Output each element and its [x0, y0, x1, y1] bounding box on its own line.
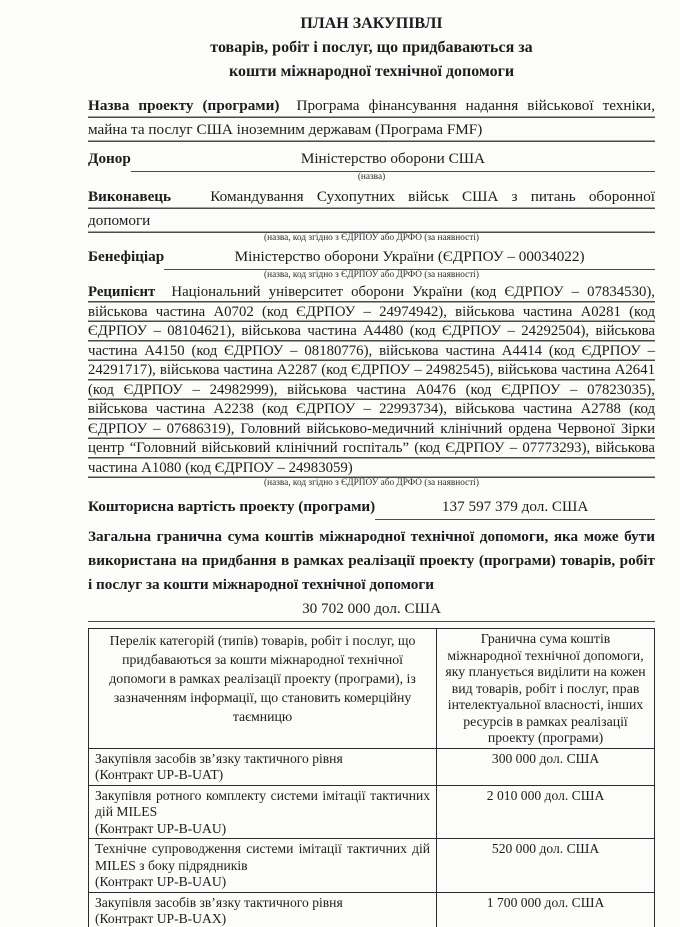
- title-line-3: кошти міжнародної технічної допомоги: [228, 63, 515, 80]
- row-3-description: Технічне супроводження системи імітації тактичних дій MILES з боку підрядників: [95, 841, 431, 873]
- row-3-amount: 520 000 дол. США: [437, 839, 655, 893]
- table-header-row: [89, 629, 655, 749]
- row-1-contract: (Контракт UP-B-UAT): [95, 767, 224, 782]
- title-line-2: товарів, робіт і послуг, що придбаваються за: [210, 39, 533, 56]
- field-estimated-cost-value: 137 597 379 дол. США: [375, 495, 655, 520]
- table-header-items: Перелік категорій (типів) товарів, робіт і послуг, що придбаваються за кошти міжнародної технічної допомоги в рамках реалізації проекту (програми), із зазначенням інформації, що становить комерційну таємницю: [89, 629, 437, 749]
- field-estimated-cost-label: Кошторисна вартість проекту (програми): [88, 498, 376, 515]
- field-donor-value: Міністерство оборони США: [131, 147, 655, 172]
- field-recipient-caption: (назва, код згідно з ЄДРПОУ або ДРФО (за наявності): [264, 478, 479, 488]
- field-project-name-value: Програма фінансування надання військової техніки, майна та послуг США іноземним державам (Програма FMF): [88, 97, 655, 138]
- row-3-contract: (Контракт UP-B-UAU): [95, 874, 227, 889]
- row-2-amount: 2 010 000 дол. США: [437, 785, 655, 839]
- field-donor-label: Донор: [88, 150, 131, 167]
- field-donor-caption: (назва): [357, 172, 386, 182]
- document-title: [88, 12, 655, 84]
- total-limit-value-line: [88, 597, 655, 622]
- field-beneficiary-value: Міністерство оборони України (ЄДРПОУ – 00034022): [164, 245, 655, 270]
- field-donor: [88, 147, 655, 172]
- table-header-amount: Гранична сума коштів міжнародної технічної допомоги, яку планується виділити на кожен вид товарів, робіт і послуг, прав інтелектуальної власності, інших ресурсів в рамках реалізації проекту (програми): [437, 629, 655, 749]
- title-line-1: ПЛАН ЗАКУПІВЛІ: [300, 15, 443, 32]
- field-recipient-value: Національний університет оборони України (код ЄДРПОУ – 07834530), військова частина А0702 (код ЄДРПОУ – 24974942), військова частина А0281 (код ЄДРПОУ – 08104621), військова частина А4480 (код ЄДРПОУ – 24292504), військова частина А4150 (код ЄДРПОУ – 08180776), військова частина А4414 (код ЄДРПОУ – 24291717), військова частина А2287 (код ЄДРПОУ – 24982545), військова частина А2641 (код ЄДРПОУ – 24982999), військова частина А0476 (код ЄДРПОУ – 07823035), військова частина А2238 (код ЄДРПОУ – 22993734), військова частина А2788 (код ЄДРПОУ – 07686319), Головний військово-медичний клінічний ордена Червоної Зірки центр “Головний військовий клінічний госпіталь” (код ЄДРПОУ – 07773293), військова частина А1080 (код ЄДРПОУ – 24983059): [88, 284, 655, 476]
- field-executor-label: Виконавець: [88, 188, 172, 205]
- table-row-1: [89, 748, 655, 785]
- row-2-contract: (Контракт UP-B-UAU): [95, 820, 227, 836]
- row-1-description: Закупівля засобів зв’язку тактичного рівня: [95, 750, 343, 766]
- row-2-description: Закупівля ротного комплекту системи імітації тактичних дій MILES: [95, 787, 431, 819]
- field-executor-value: Командування Сухопутних військ США з питань оборонної допомоги: [88, 188, 656, 229]
- row-4-description: Закупівля засобів зв’язку тактичного рівня: [95, 894, 343, 910]
- procurement-table: [88, 628, 655, 927]
- field-project-name-label: Назва проекту (програми): [88, 97, 280, 114]
- field-executor-caption: (назва, код згідно з ЄДРПОУ або ДРФО (за наявності): [264, 233, 479, 243]
- total-limit-value: 30 702 000 дол. США: [302, 600, 441, 617]
- field-estimated-cost: [88, 495, 655, 520]
- field-project-name: [88, 94, 655, 142]
- table-row-4: [89, 892, 655, 927]
- row-4-amount: 1 700 000 дол. США: [437, 892, 655, 927]
- table-row-2: [89, 785, 655, 839]
- field-executor: [88, 185, 655, 233]
- field-recipient-label: Реципієнт: [88, 284, 156, 300]
- field-beneficiary-caption: (назва, код згідно з ЄДРПОУ або ДРФО (за наявності): [264, 270, 479, 280]
- total-limit-paragraph: Загальна гранична сума коштів міжнародної технічної допомоги, яка може бути використана на придбання в рамках реалізації проекту (програми) товарів, робіт і послуг за кошти міжнародної технічної допомоги: [88, 528, 655, 593]
- field-recipient: [88, 283, 655, 478]
- table-row-3: [89, 839, 655, 893]
- row-4-contract: (Контракт UP-B-UAX): [95, 911, 227, 926]
- row-1-amount: 300 000 дол. США: [437, 748, 655, 785]
- field-beneficiary: [88, 245, 655, 270]
- field-beneficiary-label: Бенефіціар: [88, 248, 165, 265]
